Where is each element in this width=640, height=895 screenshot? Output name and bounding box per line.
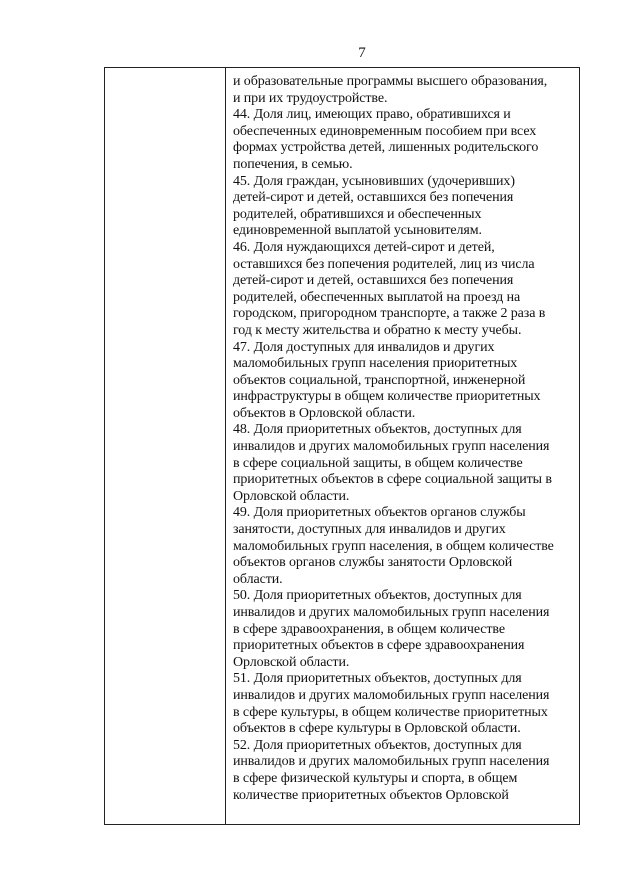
text-line: инвалидов и других маломобильных групп населения [233, 754, 550, 770]
text-line: родителей, обратившихся и обеспеченных [233, 206, 482, 222]
text-line: 49. Доля приоритетных объектов органов службы [233, 505, 526, 521]
text-line: области. [233, 571, 283, 587]
text-line: маломобильных групп населения приоритетных [233, 356, 518, 372]
table-text-cell [226, 68, 579, 824]
text-line: в сфере здравоохранения, в общем количестве [233, 621, 505, 637]
text-line: 48. Доля приоритетных объектов, доступных для [233, 422, 522, 438]
text-line: в сфере социальной защиты, в общем количестве [233, 455, 523, 471]
text-line: детей-сирот и детей, оставшихся без попечения [233, 273, 514, 289]
text-line: объектов в сфере культуры в Орловской области. [233, 721, 521, 737]
text-line: объектов органов службы занятости Орловской [233, 555, 513, 571]
text-line: год к месту жительства и обратно к месту учебы. [233, 322, 522, 338]
text-line: количестве приоритетных объектов Орловской [233, 787, 509, 803]
text-line: попечения, в семью. [233, 156, 353, 172]
text-line: оставшихся без попечения родителей, лиц из числа [233, 256, 535, 272]
text-line: инвалидов и других маломобильных групп населения [233, 439, 550, 455]
text-line: 46. Доля нуждающихся детей-сирот и детей, [233, 239, 495, 255]
text-line: 47. Доля доступных для инвалидов и других [233, 339, 495, 355]
page-number: 7 [358, 45, 366, 61]
text-line: объектов в Орловской области. [233, 405, 416, 421]
text-line: обеспеченных единовременным пособием при всех [233, 123, 537, 139]
text-line: объектов социальной, транспортной, инженерной [233, 372, 526, 388]
text-line: занятости, доступных для инвалидов и других [233, 522, 506, 538]
text-line: в сфере культуры, в общем количестве приоритетных [233, 704, 548, 720]
text-line: Орловской области. [233, 488, 350, 504]
text-line: инфраструктуры в общем количестве приоритетных [233, 389, 541, 405]
text-line: инвалидов и других маломобильных групп населения [233, 605, 550, 620]
text-line: и при их трудоустройстве. [233, 90, 388, 106]
text-line: инвалидов и других маломобильных групп населения [233, 687, 550, 703]
text-line: единовременной выплатой усыновителям. [233, 223, 482, 239]
text-line: городском, пригородном транспорте, а также 2 раза в [233, 306, 546, 322]
text-line: 44. Доля лиц, имеющих право, обратившихся и [233, 107, 511, 123]
text-line: 50. Доля приоритетных объектов, доступных для [233, 588, 522, 604]
text-line: детей-сирот и детей, оставшихся без попечения [233, 190, 514, 206]
document-table [104, 67, 580, 825]
text-line: 52. Доля приоритетных объектов, доступных для [233, 737, 522, 753]
text-line: маломобильных групп населения, в общем количестве [233, 538, 554, 554]
text-line: приоритетных объектов в сфере социальной защиты в [233, 472, 552, 488]
text-line: формах устройства детей, лишенных родительского [233, 140, 539, 156]
text-line: родителей, обеспеченных выплатой на проезд на [233, 289, 521, 305]
text-line: и образовательные программы высшего образования, [233, 74, 548, 89]
text-line: приоритетных объектов в сфере здравоохранения [233, 638, 525, 654]
text-line: в сфере физической культуры и спорта, в общем [233, 770, 518, 786]
text-line: Орловской области. [233, 654, 350, 670]
table-left-column [105, 68, 226, 824]
text-line: 45. Доля граждан, усыновивших (удочеривших) [233, 173, 515, 189]
text-line: 51. Доля приоритетных объектов, доступных для [233, 671, 522, 687]
